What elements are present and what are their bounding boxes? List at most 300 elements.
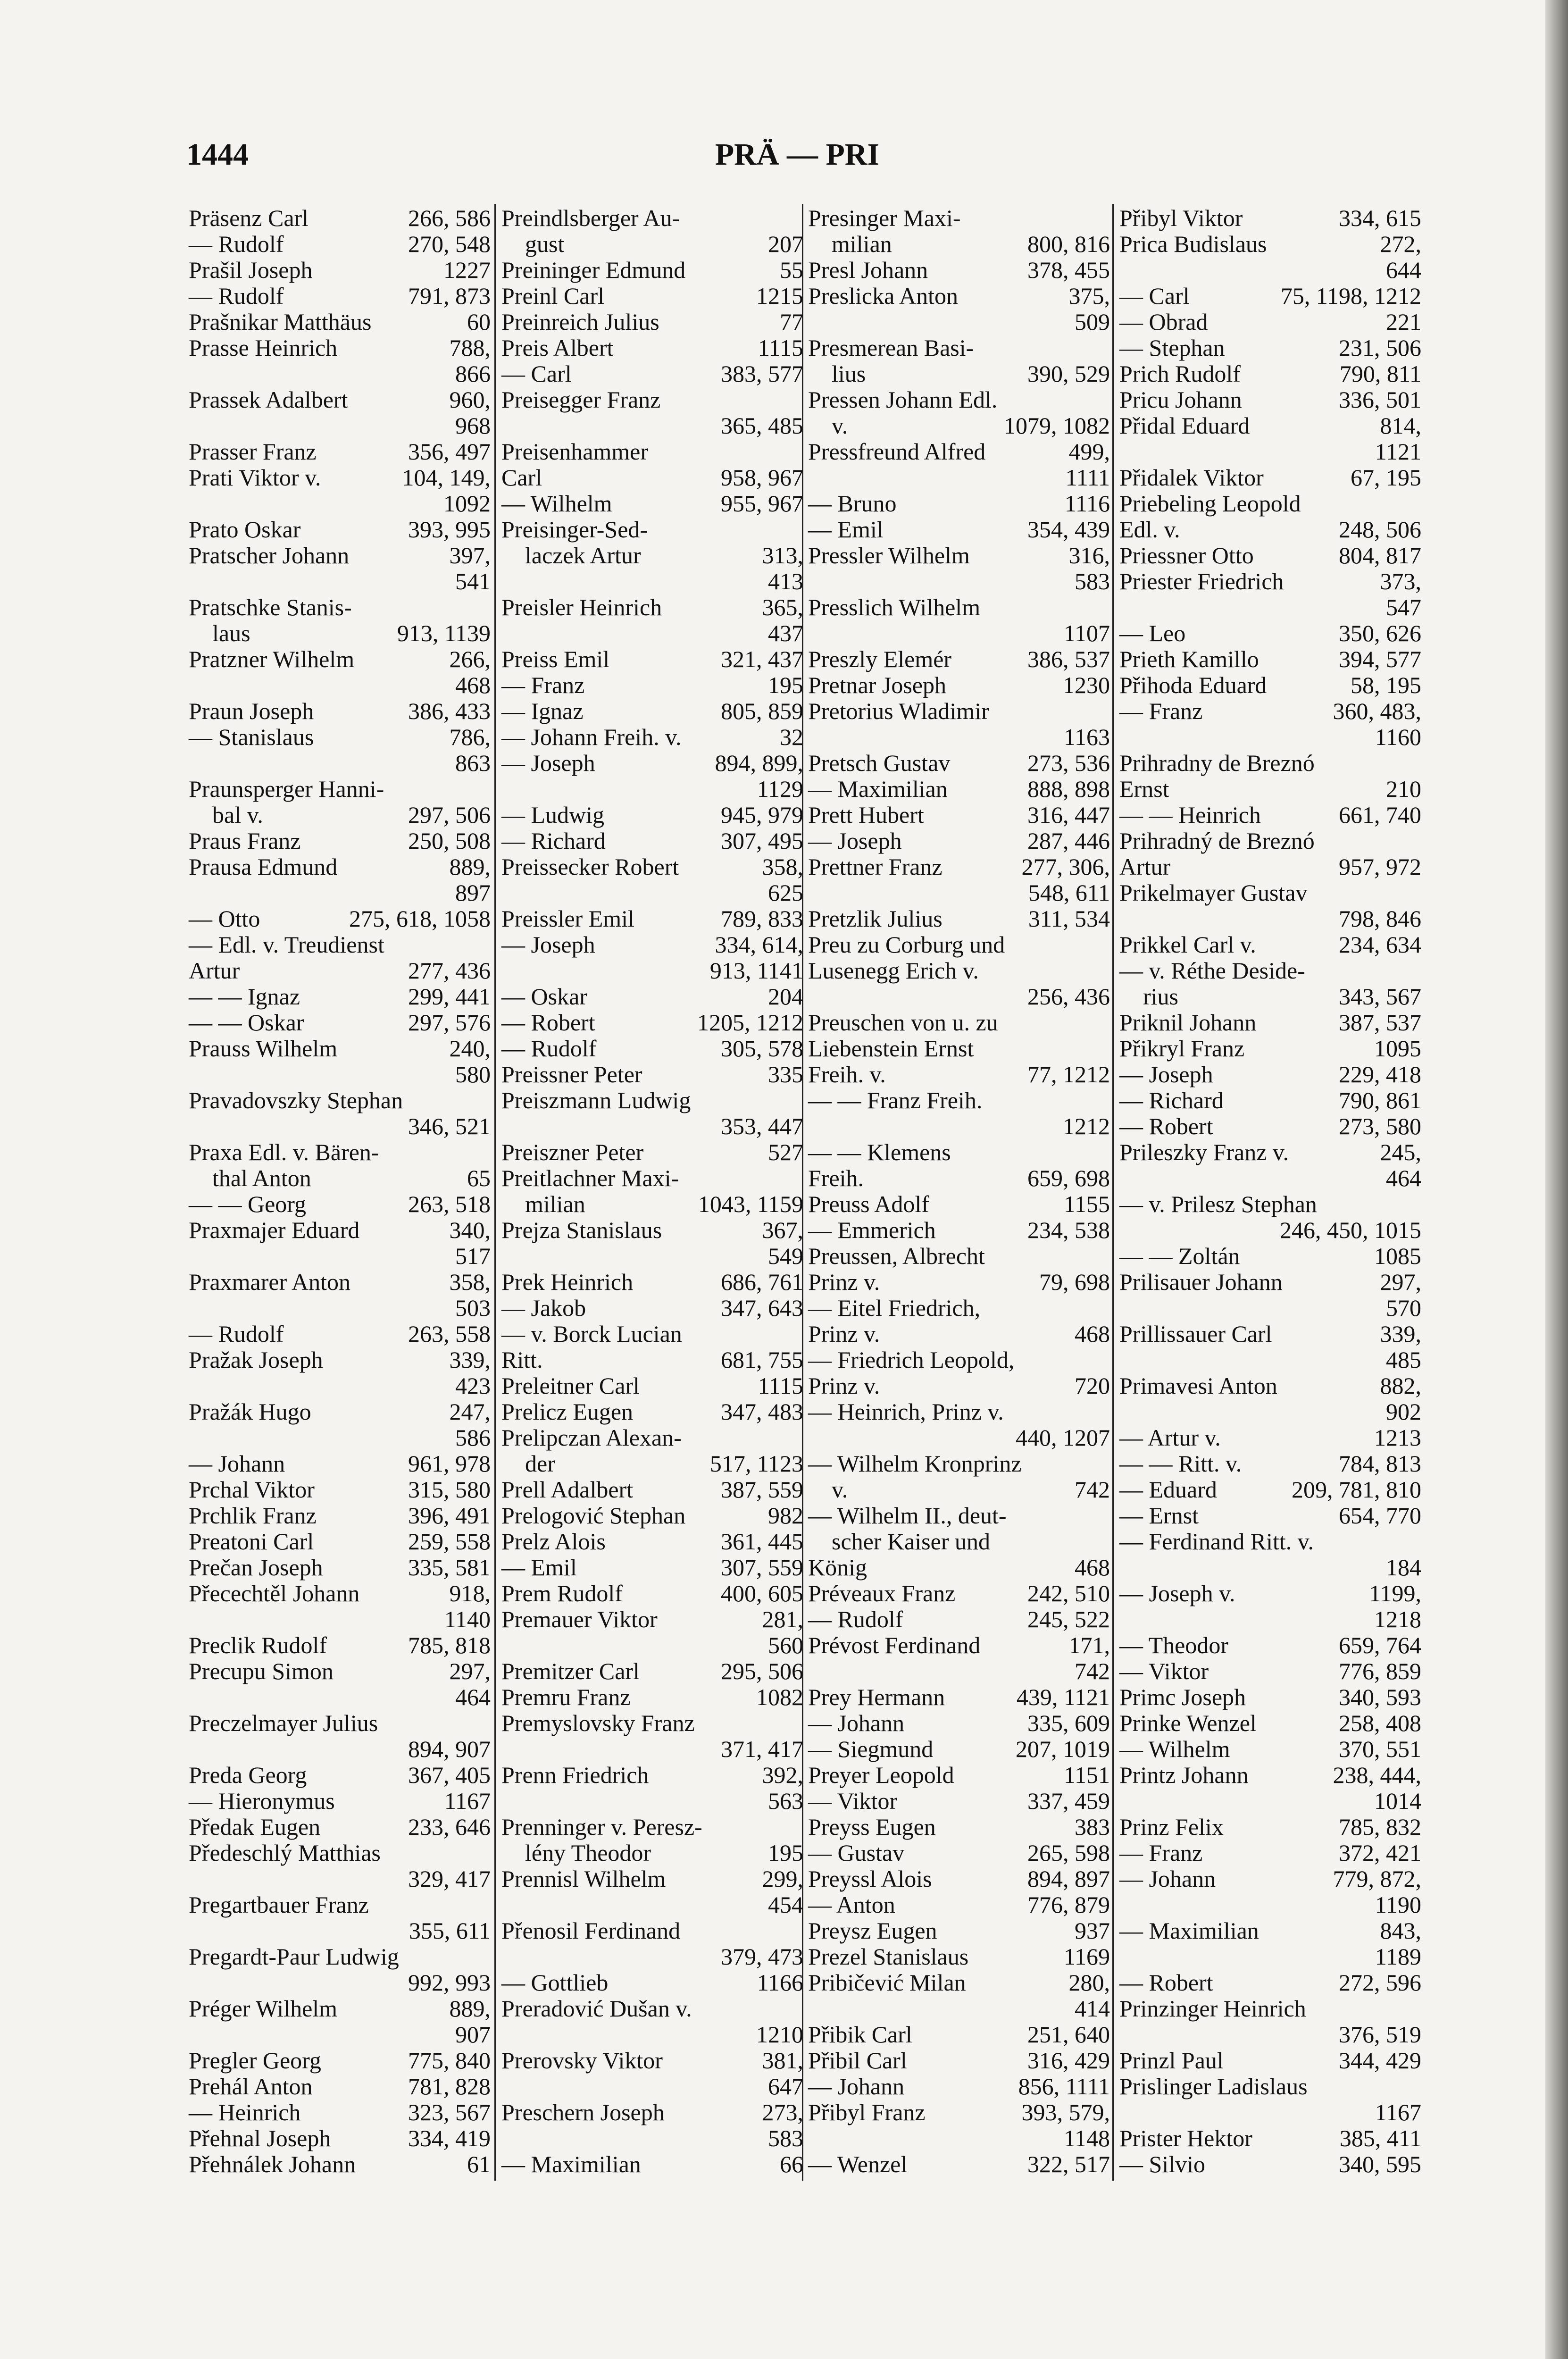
index-line: [501, 724, 803, 750]
index-entry: [1119, 1581, 1421, 1814]
index-line: [808, 1087, 1110, 1113]
column-divider: [1112, 204, 1114, 2181]
entry-name: Pretzlik Julius: [808, 905, 942, 932]
entry-name: Prassek Adalbert: [189, 386, 348, 413]
page-references: 77, 1212: [1027, 1061, 1110, 1087]
index-line: [501, 1321, 803, 1347]
index-line: [1119, 1243, 1421, 1269]
entry-name: Přihoda Eduard: [1119, 672, 1267, 698]
index-line: [808, 932, 1110, 958]
page-references: 321, 437: [721, 646, 803, 672]
entry-name: Prilisauer Johann: [1119, 1269, 1283, 1295]
entry-name: Preis Albert: [501, 335, 614, 361]
page-references: 468: [1075, 1321, 1110, 1347]
page-references: 982: [768, 1502, 803, 1529]
entry-name: Pretsch Gustav: [808, 750, 951, 776]
index-line: [501, 1010, 803, 1036]
page-references: 32: [780, 724, 803, 750]
index-line: [808, 750, 1110, 776]
entry-name: Preiss Emil: [501, 646, 610, 672]
index-line: [1119, 724, 1421, 750]
index-line: [808, 1139, 1110, 1165]
page-references: 393, 579,: [1021, 2099, 1110, 2125]
index-line: [189, 1477, 491, 1503]
index-line: [189, 1217, 491, 1243]
page-references: 397,: [449, 542, 491, 569]
entry-name: Pregardt-Paur Ludwig: [189, 1943, 399, 1970]
entry-name: Prinz v.: [808, 1372, 880, 1399]
index-line: [189, 1606, 491, 1632]
index-entry: [189, 517, 491, 594]
entry-name: v.: [832, 412, 848, 439]
index-line: [189, 1996, 491, 2022]
index-line: [808, 2048, 1110, 2074]
index-line: [808, 1062, 1110, 1087]
index-line: [1119, 257, 1421, 283]
entry-name: Prečan Joseph: [189, 1554, 323, 1581]
entry-name: Prašil Joseph: [189, 257, 313, 283]
page-references: 390, 529: [1027, 360, 1110, 387]
index-line: [808, 231, 1110, 257]
entry-name: Praxmajer Eduard: [189, 1217, 360, 1243]
index-line: [189, 491, 491, 517]
index-line: [808, 1814, 1110, 1840]
index-line: [501, 1139, 803, 1165]
entry-name: Preda Georg: [189, 1762, 307, 1788]
index-line: [501, 1606, 803, 1632]
entry-name: — Anton: [808, 1891, 895, 1918]
index-entry: [501, 2151, 803, 2177]
page-references: 913, 1141: [709, 957, 803, 984]
page-references: 245, 522: [1027, 1606, 1110, 1632]
entry-name: — Joseph: [1119, 1061, 1213, 1087]
page-references: 339,: [449, 1347, 491, 1373]
index-line: [189, 1632, 491, 1658]
page-references: 1189: [1375, 1943, 1421, 1970]
page-references: 517: [455, 1243, 491, 1269]
page-references: 346, 521: [408, 1113, 491, 1139]
page-references: 464: [1386, 1165, 1421, 1191]
index-line: [1119, 517, 1421, 543]
entry-name: — Rudolf: [189, 1321, 284, 1347]
page-references: 788,: [449, 335, 491, 361]
index-line: [808, 1477, 1110, 1503]
page-references: 386, 537: [1027, 646, 1110, 672]
index-line: [1119, 309, 1421, 335]
page-references: 659, 764: [1339, 1632, 1421, 1658]
entry-name: Precupu Simon: [189, 1658, 334, 1684]
index-line: [189, 1788, 491, 1814]
index-line: [808, 1918, 1110, 1944]
page-references: 297,: [1380, 1269, 1421, 1295]
page-references: 1160: [1375, 724, 1421, 750]
entry-name: Präsenz Carl: [189, 205, 309, 231]
entry-name: Pregartbauer Franz: [189, 1891, 369, 1918]
page-references: 297,: [449, 1658, 491, 1684]
index-line: [501, 1944, 803, 1970]
page-references: 1116: [1064, 490, 1110, 517]
entry-name: Preyss Eugen: [808, 1814, 936, 1840]
entry-name: Artur: [1119, 853, 1171, 880]
index-line: [808, 776, 1110, 802]
page-references: 888, 898: [1027, 776, 1110, 802]
entry-name: Přibyl Franz: [808, 2099, 926, 2125]
page-references: 440, 1207: [1016, 1424, 1110, 1451]
page-references: 385, 411: [1339, 2125, 1421, 2151]
entry-name: Prinz v.: [808, 1321, 880, 1347]
index-line: [1119, 1918, 1421, 1944]
page-references: 889,: [449, 1995, 491, 2022]
index-line: [1119, 1295, 1421, 1321]
entry-name: Přecechtěl Johann: [189, 1580, 360, 1606]
index-line: [189, 620, 491, 646]
page-references: 273,: [762, 2099, 803, 2125]
entry-name: Prelipczan Alexan-: [501, 1424, 682, 1451]
index-line: [189, 1866, 491, 1892]
page-references: 277, 436: [408, 957, 491, 984]
entry-name: Prinke Wenzel: [1119, 1710, 1257, 1736]
index-line: [501, 465, 803, 491]
index-line: [189, 413, 491, 439]
page-references: 681, 755: [721, 1347, 803, 1373]
index-line: [1119, 1658, 1421, 1684]
page-references: 340,: [449, 1217, 491, 1243]
index-entry: [1119, 750, 1421, 1191]
page-references: 367, 405: [408, 1762, 491, 1788]
entry-name: Praxmarer Anton: [189, 1269, 350, 1295]
index-line: [189, 646, 491, 672]
page-references: 1082: [756, 1684, 803, 1710]
entry-name: Prey Hermann: [808, 1684, 945, 1710]
entry-name: Prchal Viktor: [189, 1476, 315, 1503]
entry-name: Lusenegg Erich v.: [808, 957, 979, 984]
entry-name: Pribičević Milan: [808, 1969, 966, 1996]
page-number: 1444: [186, 137, 249, 172]
index-line: [501, 1866, 803, 1892]
entry-name: Pregler Georg: [189, 2047, 321, 2074]
entry-name: Ernst: [1119, 776, 1169, 802]
page-references: 414: [1075, 1995, 1110, 2022]
index-line: [1119, 1736, 1421, 1762]
index-line: [501, 1814, 803, 1840]
index-line: [501, 1970, 803, 1996]
entry-name: Preissler Emil: [501, 905, 634, 932]
index-entry: [189, 594, 491, 698]
index-line: [808, 387, 1110, 413]
page-references: 171,: [1068, 1632, 1110, 1658]
index-line: [1119, 1632, 1421, 1658]
index-line: [501, 1425, 803, 1451]
entry-name: Prich Rudolf: [1119, 360, 1241, 387]
page-references: 790, 811: [1339, 360, 1421, 387]
index-line: [189, 1840, 491, 1866]
page-references: 583: [768, 2125, 803, 2151]
index-line: [1119, 1062, 1421, 1087]
index-line: [1119, 2151, 1421, 2177]
entry-name: — Joseph: [808, 828, 902, 854]
index-line: [1119, 1866, 1421, 1892]
page-references: 549: [768, 1243, 803, 1269]
page-references: 625: [768, 879, 803, 906]
entry-name: — Siegmund: [808, 1736, 934, 1762]
index-line: [808, 1451, 1110, 1477]
index-line: [808, 465, 1110, 491]
page-header: [186, 137, 1408, 179]
index-line: [1119, 413, 1421, 439]
page-references: 396, 491: [408, 1502, 491, 1529]
index-line: [808, 1191, 1110, 1217]
page-references: 789, 833: [721, 905, 803, 932]
index-line: [808, 2125, 1110, 2151]
entry-name: Preiszmann Ludwig: [501, 1087, 691, 1113]
index-line: [501, 569, 803, 594]
entry-name: gust: [525, 231, 565, 257]
index-line: [808, 517, 1110, 543]
entry-name: — Johann Freih. v.: [501, 724, 682, 750]
entry-name: König: [808, 1554, 867, 1581]
index-line: [501, 1788, 803, 1814]
entry-name: — — Zoltán: [1119, 1243, 1240, 1269]
index-line: [501, 1217, 803, 1243]
index-line: [501, 1684, 803, 1710]
page-references: 307, 559: [721, 1554, 803, 1581]
page-references: 365,: [762, 594, 803, 620]
index-line: [501, 543, 803, 569]
index-line: [808, 1944, 1110, 1970]
index-line: [808, 1555, 1110, 1581]
page-references: 499,: [1068, 438, 1110, 465]
entry-name: der: [525, 1450, 555, 1477]
entry-name: Pravadovszky Stephan: [189, 1087, 403, 1113]
index-line: [189, 309, 491, 335]
entry-name: Pretnar Joseph: [808, 672, 946, 698]
entry-name: — Obrad: [1119, 309, 1208, 335]
index-line: [1119, 1606, 1421, 1632]
entry-name: Prihradný de Breznó: [1119, 828, 1315, 854]
entry-name: Prek Heinrich: [501, 1269, 634, 1295]
page-references: 281,: [762, 1606, 803, 1632]
page-references: 248, 506: [1339, 516, 1421, 543]
page-references: 207, 1019: [1016, 1736, 1110, 1762]
entry-name: Freih. v.: [808, 1061, 886, 1087]
index-line: [808, 335, 1110, 361]
entry-name: Preissecker Robert: [501, 853, 679, 880]
index-line: [1119, 1710, 1421, 1736]
entry-name: Prchlik Franz: [189, 1502, 317, 1529]
page-references: 958, 967: [721, 464, 803, 491]
entry-name: — Rudolf: [189, 283, 284, 309]
index-line: [1119, 646, 1421, 672]
entry-name: Pretorius Wladimir: [808, 698, 989, 724]
entry-name: laczek Artur: [525, 542, 641, 569]
page-references: 1151: [1063, 1762, 1110, 1788]
index-line: [1119, 1036, 1421, 1062]
page-references: 468: [455, 672, 491, 698]
index-line: [189, 1710, 491, 1736]
entry-name: Předeschlý Matthias: [189, 1840, 381, 1866]
index-line: [501, 1451, 803, 1477]
entry-name: Prennisl Wilhelm: [501, 1865, 666, 1892]
entry-name: milian: [832, 231, 892, 257]
page-references: 367,: [762, 1217, 803, 1243]
entry-name: — Carl: [501, 360, 572, 387]
page-references: 233, 646: [408, 1814, 491, 1840]
page-references: 372, 421: [1339, 1840, 1421, 1866]
index-line: [1119, 2022, 1421, 2048]
index-line: [189, 672, 491, 698]
page-references: 340, 595: [1339, 2151, 1421, 2177]
page-references: 343, 567: [1339, 983, 1421, 1010]
index-line: [501, 231, 803, 257]
entry-name: Předak Eugen: [189, 1814, 321, 1840]
index-entry: [808, 750, 1110, 1010]
page-references: 781, 828: [408, 2073, 491, 2100]
index-line: [1119, 1996, 1421, 2022]
index-line: [808, 1892, 1110, 1918]
page-references: 207: [768, 231, 803, 257]
page-references: 889,: [449, 853, 491, 880]
index-entry: [501, 1918, 803, 2151]
page-references: 316, 447: [1027, 802, 1110, 828]
page-references: 856, 1111: [1018, 2073, 1110, 2100]
index-line: [189, 1269, 491, 1295]
entry-name: Prasser Franz: [189, 438, 317, 465]
entry-name: Preyssl Alois: [808, 1865, 932, 1892]
page-references: 1199,: [1369, 1580, 1421, 1606]
page-references: 273, 580: [1339, 1113, 1421, 1139]
page-references: 882,: [1380, 1372, 1421, 1399]
index-entry: [501, 1269, 803, 1658]
entry-name: Preissner Peter: [501, 1061, 642, 1087]
entry-name: Prinz v.: [808, 1269, 880, 1295]
page-references: 961, 978: [408, 1450, 491, 1477]
page-references: 195: [768, 1840, 803, 1866]
page-references: 355, 611: [409, 1917, 491, 1944]
entry-name: Pražak Joseph: [189, 1347, 323, 1373]
page-references: 1213: [1374, 1424, 1421, 1451]
index-line: [1119, 906, 1421, 932]
entry-name: Praunsperger Hanni-: [189, 776, 384, 802]
entry-name: Pratscher Johann: [189, 542, 350, 569]
entry-name: — Johann: [189, 1450, 285, 1477]
index-line: [189, 2100, 491, 2125]
entry-name: Primc Joseph: [1119, 1684, 1246, 1710]
entry-name: — Gustav: [808, 1840, 905, 1866]
page-references: 394, 577: [1339, 646, 1421, 672]
page-references: 560: [768, 1632, 803, 1658]
index-line: [1119, 1840, 1421, 1866]
page-references: 234, 634: [1339, 931, 1421, 958]
index-line: [189, 1581, 491, 1606]
entry-name: Prell Adalbert: [501, 1476, 634, 1503]
index-line: [189, 387, 491, 413]
entry-name: Priknil Johann: [1119, 1009, 1257, 1036]
index-line: [808, 543, 1110, 569]
page-references: 720: [1075, 1372, 1110, 1399]
page-references: 67, 195: [1351, 464, 1421, 491]
index-line: [1119, 594, 1421, 620]
page-references: 238, 444,: [1333, 1762, 1421, 1788]
page-references: 373,: [1380, 568, 1421, 594]
page-references: 800, 816: [1027, 231, 1110, 257]
entry-name: Prister Hektor: [1119, 2125, 1252, 2151]
page-references: 299, 441: [408, 983, 491, 1010]
index-line: [1119, 283, 1421, 309]
index-line: [808, 646, 1110, 672]
page-references: 661, 740: [1339, 802, 1421, 828]
index-line: [501, 1036, 803, 1062]
page-references: 270, 548: [408, 231, 491, 257]
entry-name: Artur: [189, 957, 240, 984]
index-line: [1119, 439, 1421, 465]
index-line: [808, 672, 1110, 698]
page-references: 315, 580: [408, 1476, 491, 1503]
index-line: [1119, 1010, 1421, 1036]
index-entry: [808, 1139, 1110, 1581]
page-references: 265, 598: [1027, 1840, 1110, 1866]
index-line: [1119, 2048, 1421, 2074]
entry-name: — Rudolf: [501, 1035, 597, 1062]
entry-name: Preisler Heinrich: [501, 594, 662, 620]
entry-name: — Emmerich: [808, 1217, 936, 1243]
index-line: [1119, 750, 1421, 776]
page-references: 79, 698: [1039, 1269, 1110, 1295]
entry-name: Prelz Alois: [501, 1528, 606, 1555]
entry-name: — Heinrich: [189, 2099, 301, 2125]
page-references: 1111: [1065, 464, 1110, 491]
page-references: 509: [1075, 309, 1110, 335]
entry-name: Prett Hubert: [808, 802, 924, 828]
index-line: [501, 1087, 803, 1113]
entry-name: Prato Oskar: [189, 516, 301, 543]
page-references: 547: [1386, 594, 1421, 620]
page-references: 335, 581: [408, 1554, 491, 1581]
index-line: [189, 1062, 491, 1087]
index-line: [1119, 1529, 1421, 1555]
index-line: [808, 984, 1110, 1010]
page-references: 383: [1075, 1814, 1110, 1840]
page-references: 277, 306,: [1021, 853, 1110, 880]
page-references: 1092: [443, 490, 491, 517]
index-line: [808, 361, 1110, 387]
page-references: 266,: [449, 646, 491, 672]
page-references: 356, 497: [408, 438, 491, 465]
index-line: [808, 1762, 1110, 1788]
page-references: 231, 506: [1339, 335, 1421, 361]
entry-name: Presl Johann: [808, 257, 928, 283]
page-references: 1115: [758, 335, 803, 361]
index-line: [501, 932, 803, 958]
page-references: 468: [1075, 1554, 1110, 1581]
index-line: [1119, 2100, 1421, 2125]
index-line: [501, 413, 803, 439]
page-references: 335, 609: [1027, 1710, 1110, 1736]
page-references: 454: [768, 1891, 803, 1918]
index-line: [1119, 984, 1421, 1010]
index-line: [808, 1658, 1110, 1684]
page-references: 464: [455, 1684, 491, 1710]
index-line: [1119, 802, 1421, 828]
entry-name: Preiszner Peter: [501, 1139, 644, 1165]
index-line: [808, 1347, 1110, 1373]
index-line: [189, 1373, 491, 1399]
page-references: 263, 558: [408, 1321, 491, 1347]
index-line: [808, 958, 1110, 984]
page-references: 527: [768, 1139, 803, 1165]
entry-name: — — Franz Freih.: [808, 1087, 983, 1113]
index-line: [189, 958, 491, 984]
index-line: [501, 283, 803, 309]
